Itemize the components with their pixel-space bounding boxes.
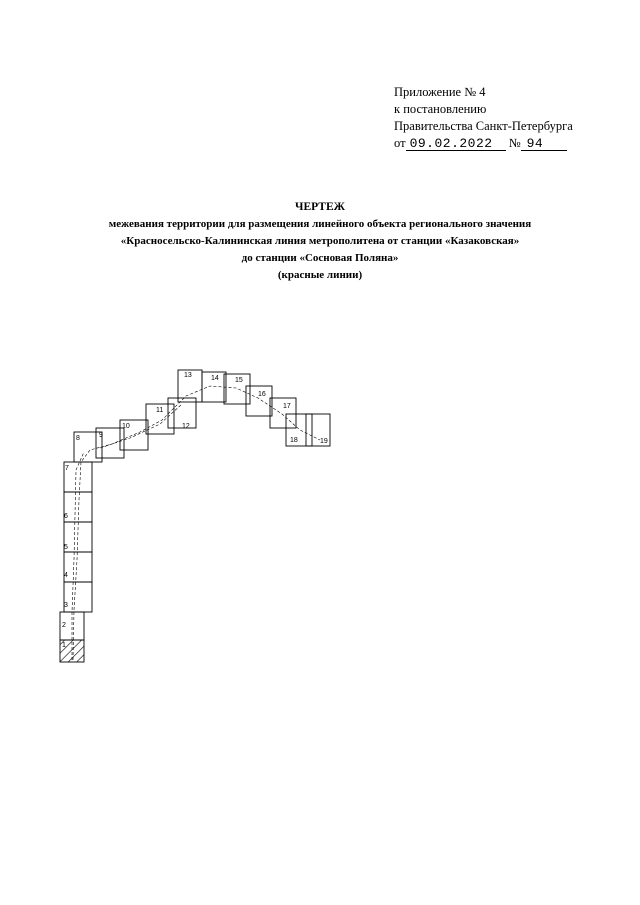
sheet-10-label: 10	[122, 423, 130, 430]
sheet-17-label: 17	[283, 403, 291, 410]
sheet-18-label: 18	[290, 437, 298, 444]
appendix-line-3: Правительства Санкт-Петербурга	[394, 119, 573, 133]
sheet-5-frame	[64, 522, 92, 552]
sheet-7-label: 7	[65, 465, 69, 472]
sheet-frames	[60, 370, 330, 662]
sheet-1-label: 1	[62, 642, 66, 649]
sheet-2-label: 2	[62, 622, 66, 629]
title-line-1: межевания территории для размещения линейного объекта регионального значения	[108, 218, 532, 230]
date-value: 09.02.2022	[406, 137, 506, 151]
sheet-13-label: 13	[184, 372, 192, 379]
sheet-3-label: 3	[64, 602, 68, 609]
document-heading: ЧЕРТЕЖ	[295, 201, 345, 213]
sheet-4-frame	[64, 552, 92, 582]
sheet-8-label: 8	[76, 435, 80, 442]
title-line-3: до станции «Сосновая Поляна»	[241, 252, 399, 264]
date-prefix: от	[394, 136, 406, 150]
sheet-4-label: 4	[64, 572, 68, 579]
sheet-5-label: 5	[64, 544, 68, 551]
number-prefix: №	[508, 136, 521, 150]
appendix-line-1: Приложение № 4	[394, 85, 486, 99]
sheet-9-label: 9	[99, 432, 103, 439]
title-line-4: (красные линии)	[277, 269, 363, 281]
title-line-2: «Красносельско-Калининская линия метрополитена от станции «Казаковская»	[120, 235, 520, 247]
sheet-15-label: 15	[235, 377, 243, 384]
sheet-16-label: 16	[258, 391, 266, 398]
sheet-3-frame	[64, 582, 92, 612]
sheet-12-label: 12	[182, 423, 190, 430]
sheet-11-label: 11	[156, 407, 164, 414]
sheet-labels	[62, 372, 328, 649]
sheet-19-label: 19	[320, 438, 328, 445]
number-value: 94	[521, 137, 567, 151]
sheet-6-label: 6	[64, 513, 68, 520]
sheet-6-frame	[64, 492, 92, 522]
appendix-line-2: к постановлению	[394, 102, 487, 116]
sheet-14-label: 14	[211, 375, 219, 382]
